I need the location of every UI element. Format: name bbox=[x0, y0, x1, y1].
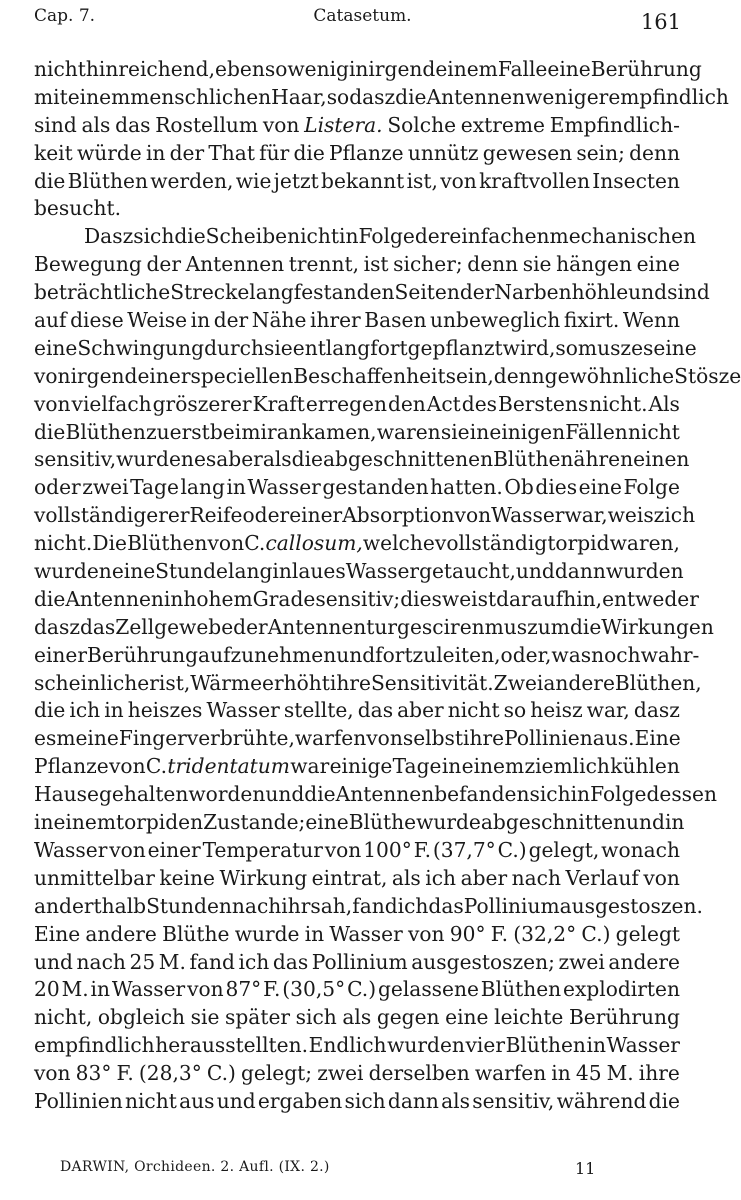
text-line: nicht, obgleich sie später sich als gegen eine leichte Berührung bbox=[34, 1005, 680, 1030]
text-line: mit einem menschlichen Haar, so dasz die Antennen weniger empfindlich bbox=[34, 84, 729, 109]
text-line: von 83° F. (28,3° C.) gelegt; zwei derselben warfen in 45 M. ihre bbox=[34, 1061, 680, 1086]
chapter-label: Cap. 7. bbox=[34, 6, 96, 26]
text-line: Dasz sich die Scheibe nicht in Folge der einfachen mechanischen bbox=[84, 224, 697, 249]
text-line: Eine andere Blüthe wurde in Wasser von 90° F. (32,2° C.) gelegt bbox=[34, 921, 680, 946]
running-header bbox=[34, 6, 681, 34]
page-footer bbox=[60, 1159, 620, 1183]
text-line: einer Berührung aufzunehmen und fortzuleiten, oder, was noch wahr- bbox=[34, 642, 700, 667]
body-text bbox=[34, 56, 741, 1116]
text-line: Bewegung der Antennen trennt, ist sicher; denn sie hängen eine bbox=[34, 252, 680, 277]
text-line: es meine Finger verbrühte, warfen von selbst ihre Pollinien aus. Eine bbox=[34, 726, 681, 751]
text-line: die Antennen in hohem Grade sensitiv; dies weist darauf hin, entweder bbox=[34, 586, 699, 611]
text-line: anderthalb Stunden nach ihr sah, fand ich das Pollinium ausgestoszen. bbox=[34, 893, 703, 918]
text-line: und nach 25 M. fand ich das Pollinium ausgestoszen; zwei andere bbox=[34, 949, 680, 974]
text-line: beträchtliche Strecke lang fest an den Seiten der Narbenhöhle und sind bbox=[34, 280, 710, 305]
text-line: nicht hinreichend, eben so wenig in irgend einem Falle eine Berührung bbox=[34, 57, 702, 81]
text-line: in einem torpiden Zustande; eine Blüthe wurde abgeschnitten und in bbox=[34, 810, 685, 835]
printer-signature: DARWIN, Orchideen. 2. Aufl. (IX. 2.) bbox=[60, 1159, 330, 1175]
page-number: 161 bbox=[640, 10, 681, 34]
text-line: besucht. bbox=[34, 196, 122, 221]
text-line: Wasser von einer Temperatur von 100° F. (37,7° C.) gelegt, wonach bbox=[34, 837, 680, 862]
text-line: dasz das Zellgewebe der Antennen turgesciren musz um die Wirkungen bbox=[34, 614, 714, 639]
text-line: vollständigerer Reife oder einer Absorption von Wasser war, weisz ich bbox=[34, 503, 696, 528]
text-line: auf diese Weise in der Nähe ihrer Basen unbeweglich fixirt. Wenn bbox=[34, 308, 680, 333]
text-line: von vielfach gröszerer Kraft erregen den Act des Berstens nicht. Als bbox=[34, 391, 680, 416]
text-line: empfindlich herausstellten. Endlich wurden vier Blüthen in Wasser bbox=[34, 1033, 680, 1058]
text-line: Pflanze von C. tridentatum war einige Tage in einem ziemlich kühlen bbox=[34, 754, 680, 779]
text-line: scheinlicher ist, Wärme erhöht ihre Sensitivität. Zwei andere Blüthen, bbox=[34, 670, 702, 695]
text-line: wurden eine Stunde lang in laues Wasser getaucht, und dann wurden bbox=[34, 559, 684, 584]
text-line: Hause gehalten worden und die Antennen befanden sich in Folge dessen bbox=[34, 782, 717, 807]
text-line: keit würde in der That für die Pflanze unnütz gewesen sein; denn bbox=[34, 140, 680, 165]
text-line: die ich in heiszes Wasser stellte, das aber nicht so heisz war, dasz bbox=[34, 698, 680, 723]
text-line: die Blüthen zuerst bei mir ankamen, waren sie in einigen Fällen nicht bbox=[34, 419, 680, 444]
running-title: Catasetum. bbox=[313, 6, 412, 26]
text-line: nicht. Die Blüthen von C. callosum, welche vollständig torpid waren, bbox=[34, 531, 680, 556]
text-line: von irgend einer speciellen Beschaffenheit sein, denn gewöhnliche Stösze bbox=[34, 363, 741, 388]
text-line: die Blüthen werden, wie jetzt bekannt ist, von kraftvollen Insecten bbox=[34, 168, 680, 193]
text-line: oder zwei Tage lang in Wasser gestanden hatten. Ob dies eine Folge bbox=[34, 475, 680, 500]
text-line: 20 M. in Wasser von 87° F. (30,5° C.) gelassene Blüthen explodirten bbox=[34, 977, 680, 1002]
text-line: Pollinien nicht aus und ergaben sich dann als sensitiv, während die bbox=[34, 1088, 680, 1113]
text-line: sind als das Rostellum von Listera. Solche extreme Empfindlich- bbox=[34, 112, 680, 137]
text-line: unmittelbar keine Wirkung eintrat, als ich aber nach Verlauf von bbox=[34, 865, 680, 890]
text-line: eine Schwingung durch sie entlang fortgepflanzt wird, so musz es eine bbox=[34, 335, 697, 360]
text-line: sensitiv, wurden es aber als die abgeschnittenen Blüthenähren einen bbox=[34, 447, 690, 472]
sheet-number: 11 bbox=[575, 1159, 596, 1178]
